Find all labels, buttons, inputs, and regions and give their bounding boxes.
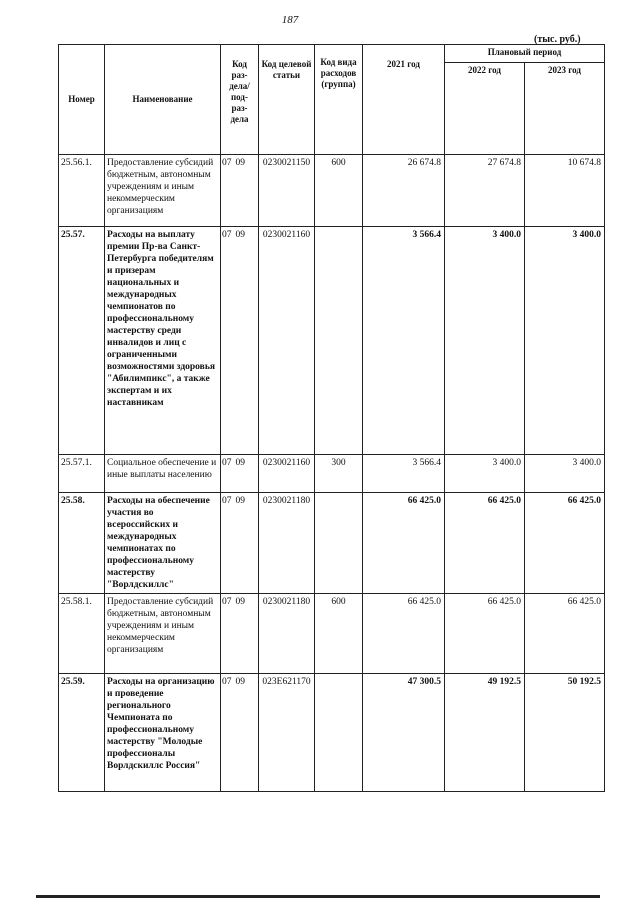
footer-rule [36, 895, 600, 898]
row-section-code: 07 [222, 458, 232, 468]
row-2022: 3 400.0 [445, 227, 525, 455]
header-row [59, 45, 605, 63]
header-2022: 2022 год [445, 63, 525, 155]
row-target: 0230021160 [259, 227, 315, 455]
row-2023: 66 425.0 [525, 594, 605, 674]
row-section [221, 227, 259, 455]
table-row [59, 155, 605, 227]
row-expense-type [315, 674, 363, 792]
row-number: 25.59. [59, 674, 105, 792]
row-section-code: 07 [222, 496, 232, 506]
row-target: 0230021150 [259, 155, 315, 227]
header-target: Код целевой статьи [259, 45, 315, 155]
row-name: Расходы на обеспечение участия во всероссийских и международных чемпионатах по профессиональному мастерству "Ворлдскиллс" [105, 493, 221, 594]
row-2022: 66 425.0 [445, 493, 525, 594]
header-section: Код раз-дела/ под-раз-дела [221, 45, 259, 155]
header-planned-period: Плановый период [445, 45, 605, 63]
row-section-code: 07 [222, 677, 232, 687]
table-row [59, 227, 605, 455]
row-2021: 47 300.5 [363, 674, 445, 792]
header-expense-type: Код вида расходов (группа) [315, 45, 363, 155]
row-name: Предоставление субсидий бюджетным, автономным учреждениям и иным некоммерческим организациям [105, 155, 221, 227]
row-subsection-code: 09 [235, 677, 245, 687]
row-expense-type: 600 [315, 155, 363, 227]
row-name: Социальное обеспечение и иные выплаты населению [105, 455, 221, 493]
budget-table [58, 44, 605, 792]
row-2021: 26 674.8 [363, 155, 445, 227]
page-number: 187 [281, 14, 299, 26]
row-2021: 3 566.4 [363, 455, 445, 493]
row-section-code: 07 [222, 230, 232, 240]
table-row [59, 455, 605, 493]
row-2022: 3 400.0 [445, 455, 525, 493]
row-number: 25.58. [59, 493, 105, 594]
row-2021: 66 425.0 [363, 493, 445, 594]
row-subsection-code: 09 [235, 597, 245, 607]
row-subsection-code: 09 [235, 496, 245, 506]
row-expense-type [315, 493, 363, 594]
row-target: 0230021180 [259, 493, 315, 594]
row-2023: 3 400.0 [525, 227, 605, 455]
row-name: Предоставление субсидий бюджетным, автономным учреждениям и иным некоммерческим организациям [105, 594, 221, 674]
row-subsection-code: 09 [235, 230, 245, 240]
units-label: (тыс. руб.) [534, 34, 581, 45]
row-subsection-code: 09 [235, 458, 245, 468]
row-number: 25.57. [59, 227, 105, 455]
row-expense-type: 600 [315, 594, 363, 674]
row-2023: 66 425.0 [525, 493, 605, 594]
row-2023: 50 192.5 [525, 674, 605, 792]
row-2021: 66 425.0 [363, 594, 445, 674]
row-section [221, 155, 259, 227]
header-2021: 2021 год [363, 45, 445, 155]
table-row [59, 594, 605, 674]
row-2023: 3 400.0 [525, 455, 605, 493]
header-number: Номер [59, 45, 105, 155]
row-target: 023E621170 [259, 674, 315, 792]
row-expense-type [315, 227, 363, 455]
table-row [59, 493, 605, 594]
header-name: Наименование [105, 45, 221, 155]
row-section [221, 455, 259, 493]
row-target: 0230021160 [259, 455, 315, 493]
row-name: Расходы на организацию и проведение регионального Чемпионата по профессиональному мастерству "Молодые профессионалы Ворлдскиллс Россия" [105, 674, 221, 792]
row-2023: 10 674.8 [525, 155, 605, 227]
row-2022: 27 674.8 [445, 155, 525, 227]
row-number: 25.57.1. [59, 455, 105, 493]
row-section-code: 07 [222, 158, 232, 168]
row-expense-type: 300 [315, 455, 363, 493]
row-target: 0230021180 [259, 594, 315, 674]
row-2022: 66 425.0 [445, 594, 525, 674]
row-number: 25.58.1. [59, 594, 105, 674]
row-2021: 3 566.4 [363, 227, 445, 455]
row-number: 25.56.1. [59, 155, 105, 227]
row-section [221, 594, 259, 674]
row-subsection-code: 09 [235, 158, 245, 168]
header-2023: 2023 год [525, 63, 605, 155]
row-section [221, 674, 259, 792]
table-row [59, 674, 605, 792]
row-section-code: 07 [222, 597, 232, 607]
row-name: Расходы на выплату премии Пр-ва Санкт-Петербурга победителям и призерам национальных и международных чемпионатов по профессиональному мастерству среди инвалидов и лиц с ограниченными возможностями здоровья "Абилимпикс", а также экспертам и их наставникам [105, 227, 221, 455]
row-section [221, 493, 259, 594]
row-2022: 49 192.5 [445, 674, 525, 792]
